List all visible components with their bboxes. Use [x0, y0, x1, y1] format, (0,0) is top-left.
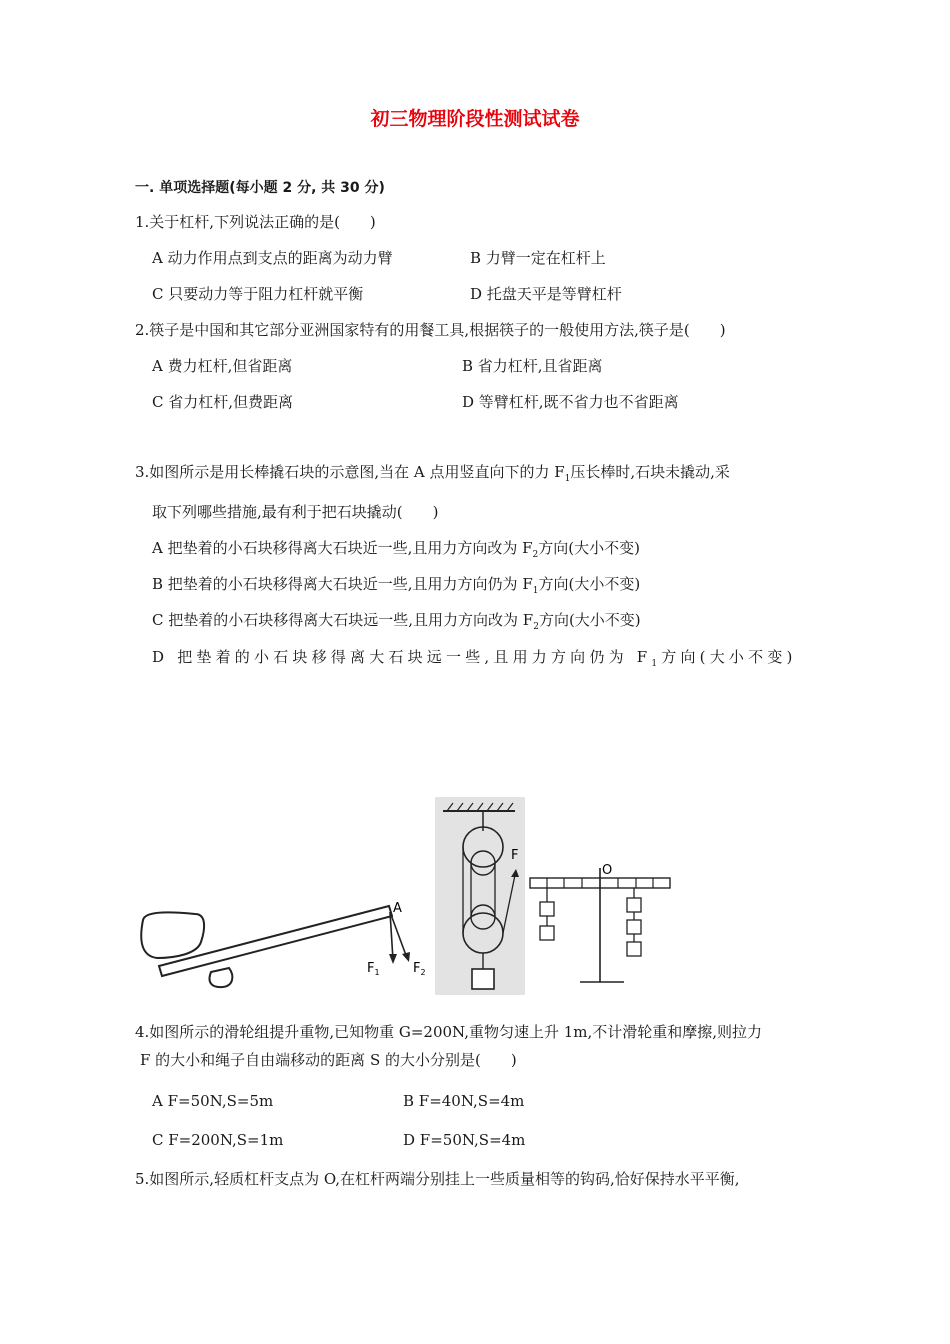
- question-4-option-c: C F=200N,S=1m: [152, 1131, 284, 1149]
- question-3-option-d: D 把垫着的小石块移得离大石块远一些,且用力方向仍为 $F_1$方向(大小不变): [152, 648, 797, 669]
- section-heading: 一. 单项选择题(每小题 2 分, 共 30 分): [135, 180, 385, 196]
- question-2-option-b: B 省力杠杆,且省距离: [462, 357, 603, 375]
- question-3-option-c: C 把垫着的小石块移得离大石块远一些,且用力方向改为 $F_2$方向(大小不变): [152, 611, 641, 632]
- question-1-stem: 1.关于杠杆,下列说法正确的是( ): [135, 213, 376, 231]
- f1-label: $F_1$: [367, 961, 380, 977]
- balance-lever-figure: [528, 858, 673, 988]
- page-title: 初三物理阶段性测试试卷: [370, 108, 580, 130]
- question-4-option-b: B F=40N,S=4m: [403, 1092, 525, 1110]
- fulcrum-stone: [210, 968, 233, 987]
- f2-label: $F_2$: [413, 961, 426, 977]
- question-2-stem: 2.筷子是中国和其它部分亚洲国家特有的用餐工具,根据筷子的一般使用方法,筷子是( ): [135, 321, 726, 339]
- left-weights: [540, 888, 554, 940]
- question-4-option-a: A F=50N,S=5m: [152, 1092, 274, 1110]
- pulley-force-label: F: [511, 848, 519, 863]
- question-1-option-a: A 动力作用点到支点的距离为动力臂: [152, 249, 393, 267]
- question-4-stem-line1: 4.如图所示的滑轮组提升重物,已知物重 G=200N,重物匀速上升 1m,不计滑轮重和摩擦,则拉力: [135, 1023, 763, 1041]
- lever-figure: [135, 890, 440, 995]
- question-2-option-a: A 费力杠杆,但省距离: [152, 357, 293, 375]
- right-weights: [627, 888, 641, 956]
- question-3-option-b: B 把垫着的小石块移得离大石块近一些,且用力方向仍为 $F_1$方向(大小不变): [152, 575, 641, 596]
- pulley-figure: [435, 797, 525, 995]
- question-1-option-c: C 只要动力等于阻力杠杆就平衡: [152, 285, 364, 303]
- question-1-option-d: D 托盘天平是等臂杠杆: [470, 285, 622, 303]
- question-2-option-c: C 省力杠杆,但费距离: [152, 393, 294, 411]
- question-1-option-b: B 力臂一定在杠杆上: [470, 249, 606, 267]
- point-a-label: A: [393, 901, 402, 916]
- question-5-stem: 5.如图所示,轻质杠杆支点为 O,在杠杆两端分别挂上一些质量相等的钩码,恰好保持水平平衡,: [135, 1170, 740, 1188]
- large-rock: [141, 912, 204, 958]
- question-4-stem-line2: F 的大小和绳子自由端移动的距离 S 的大小分别是( ): [140, 1051, 517, 1069]
- question-3-stem-line1: 3.如图所示是用长棒撬石块的示意图,当在 A 点用竖直向下的力 $F_1$压长棒时,石块未撬动,采: [135, 463, 730, 484]
- question-2-option-d: D 等臂杠杆,既不省力也不省距离: [462, 393, 679, 411]
- question-3-stem-line2: 取下列哪些措施,最有利于把石块撬动( ): [152, 503, 439, 521]
- weight-block: [472, 969, 494, 989]
- question-3-option-a: A 把垫着的小石块移得离大石块近一些,且用力方向改为 $F_2$方向(大小不变): [152, 539, 640, 560]
- pivot-o-label: O: [602, 863, 613, 878]
- question-4-option-d: D F=50N,S=4m: [403, 1131, 526, 1149]
